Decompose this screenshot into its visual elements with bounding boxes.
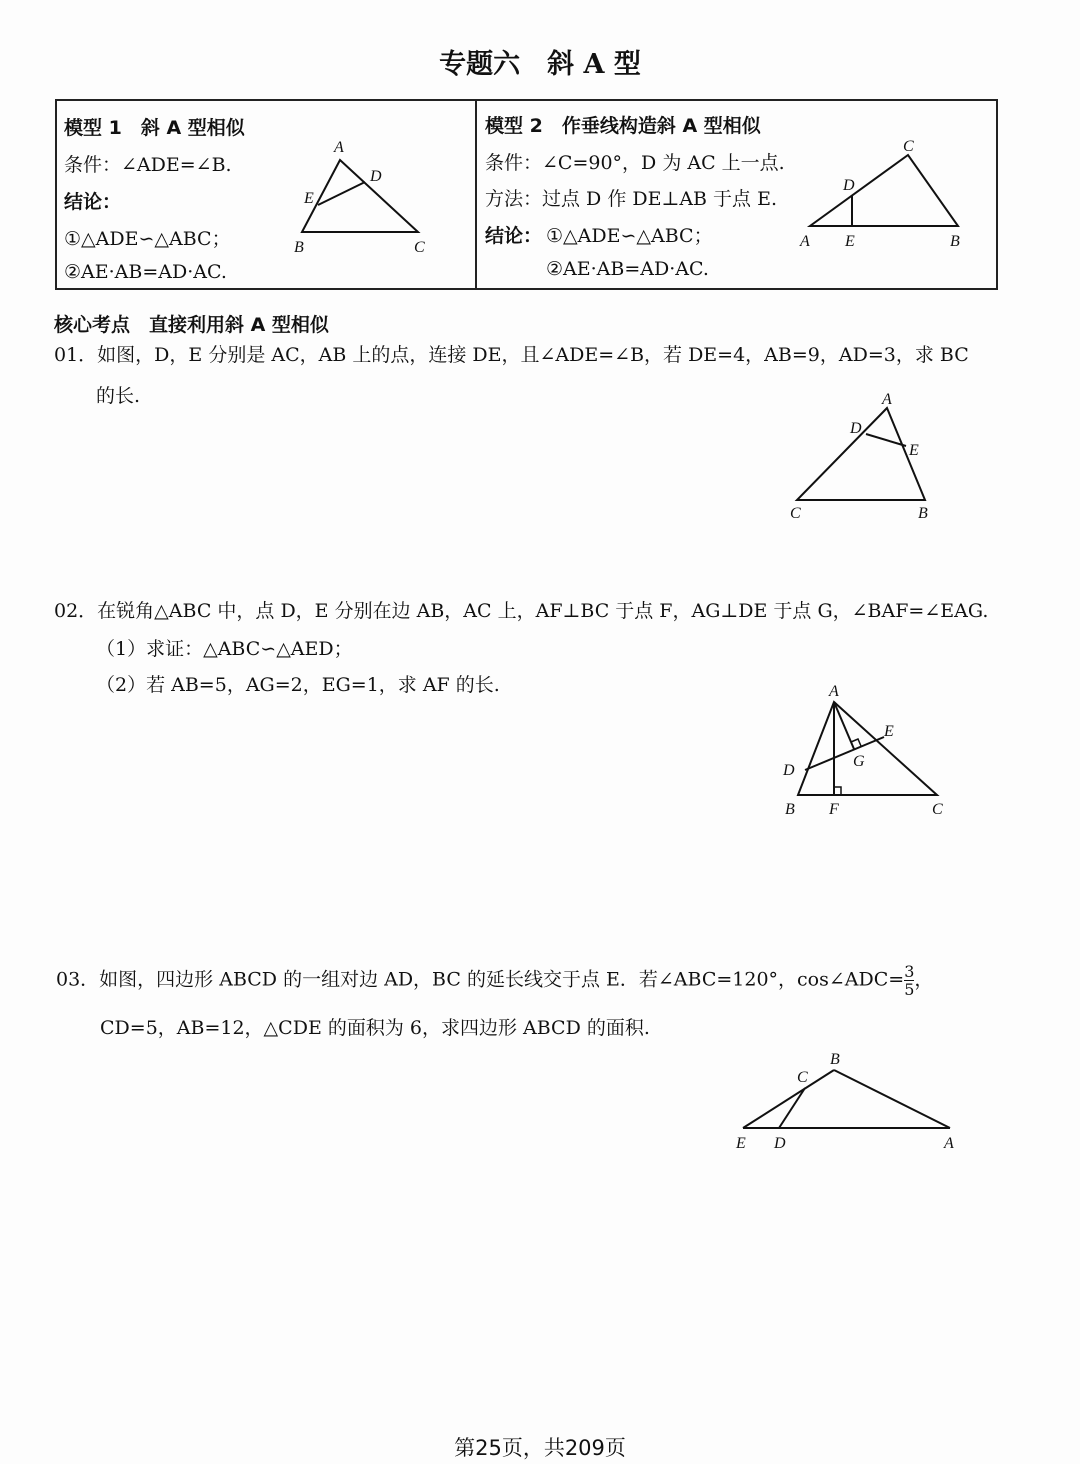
label-b: B <box>918 505 928 522</box>
page-title: 专题六 斜 A 型 <box>439 49 641 80</box>
q3-text-cont: CD=5，AB=12，△CDE 的面积为 6，求四边形 ABCD 的面积. <box>100 1017 650 1039</box>
label-a: A <box>882 391 892 408</box>
label-e: E <box>736 1135 746 1152</box>
q1-figure <box>790 391 928 522</box>
label-b: B <box>830 1051 840 1068</box>
q2-text: 02．在锐角△ABC 中，点 D，E 分别在边 AB，AC 上，AF⊥BC 于点 F，AG⊥DE 于点 G，∠BAF=∠EAG. <box>54 600 989 622</box>
q2-figure <box>782 683 943 818</box>
label-b: B <box>950 233 960 250</box>
right-angle-f <box>834 787 841 795</box>
segment-cd <box>779 1088 805 1128</box>
segment-de <box>805 737 884 770</box>
q2-part2: （2）若 AB=5，AG=2，EG=1，求 AF 的长. <box>96 674 500 696</box>
label-c: C <box>414 239 425 256</box>
q2-part1: （1）求证：△ABC∽△AED； <box>96 638 353 660</box>
label-b: B <box>785 801 795 818</box>
q1-text: 01．如图，D，E 分别是 AC，AB 上的点，连接 DE，且∠ADE=∠B，若 DE=4，AB=9，AD=3，求 BC <box>54 344 969 366</box>
model1-conclusion-2: ②AE·AB=AD·AC. <box>64 261 227 283</box>
model1-conclusion-1: ①△ADE∽△ABC； <box>64 228 231 250</box>
model1-figure <box>294 139 425 256</box>
label-f: F <box>829 801 839 818</box>
label-d: D <box>783 762 795 779</box>
label-c: C <box>903 138 914 155</box>
fraction-numerator: 3 <box>904 962 915 981</box>
label-a: A <box>944 1135 954 1152</box>
label-a: A <box>829 683 839 700</box>
section-heading: 核心考点 直接利用斜 A 型相似 <box>54 314 329 336</box>
model2-conclusion-2: ②AE·AB=AD·AC. <box>546 258 709 280</box>
label-c: C <box>797 1069 808 1086</box>
segment-ba <box>834 1070 950 1128</box>
model2-figure <box>799 138 960 250</box>
label-e: E <box>884 723 894 740</box>
label-e: E <box>845 233 855 250</box>
label-a: A <box>334 139 344 156</box>
label-e: E <box>909 442 919 459</box>
model1-conclusion-label: 结论： <box>64 191 122 213</box>
label-d: D <box>850 420 862 437</box>
label-d: D <box>370 168 382 185</box>
triangle-abc <box>810 155 958 226</box>
q1-text-cont: 的长. <box>96 385 141 407</box>
triangle-abc <box>302 160 418 232</box>
label-e: E <box>304 190 314 207</box>
label-d: D <box>843 177 855 194</box>
label-c: C <box>790 505 801 522</box>
fraction-denominator: 5 <box>904 980 915 999</box>
q3-text-main: 03．如图，四边形 ABCD 的一组对边 AD，BC 的延长线交于点 E．若∠ABC=120°，cos∠ADC= <box>56 968 905 991</box>
label-b: B <box>294 239 304 256</box>
label-d: D <box>774 1135 786 1152</box>
model1-heading: 模型 1 斜 A 型相似 <box>64 117 245 139</box>
model2-heading: 模型 2 作垂线构造斜 A 型相似 <box>485 115 761 137</box>
segment-de <box>318 182 365 205</box>
label-c: C <box>932 801 943 818</box>
triangle-abc <box>798 702 937 795</box>
model2-conclusion-label: 结论： <box>485 225 543 247</box>
label-a: A <box>800 233 810 250</box>
model1-condition: 条件：∠ADE=∠B. <box>64 154 232 176</box>
model2-conclusion-1: ①△ADE∽△ABC； <box>546 225 713 247</box>
line-eb <box>743 1070 834 1128</box>
model2-condition: 条件：∠C=90°，D 为 AC 上一点. <box>485 152 785 174</box>
q3-text-end: ， <box>914 968 934 991</box>
label-g: G <box>853 753 865 770</box>
page-number: 第25页，共209页 <box>454 1436 626 1460</box>
q3-figure <box>735 1051 954 1152</box>
model2-method: 方法：过点 D 作 DE⊥AB 于点 E. <box>485 188 777 210</box>
